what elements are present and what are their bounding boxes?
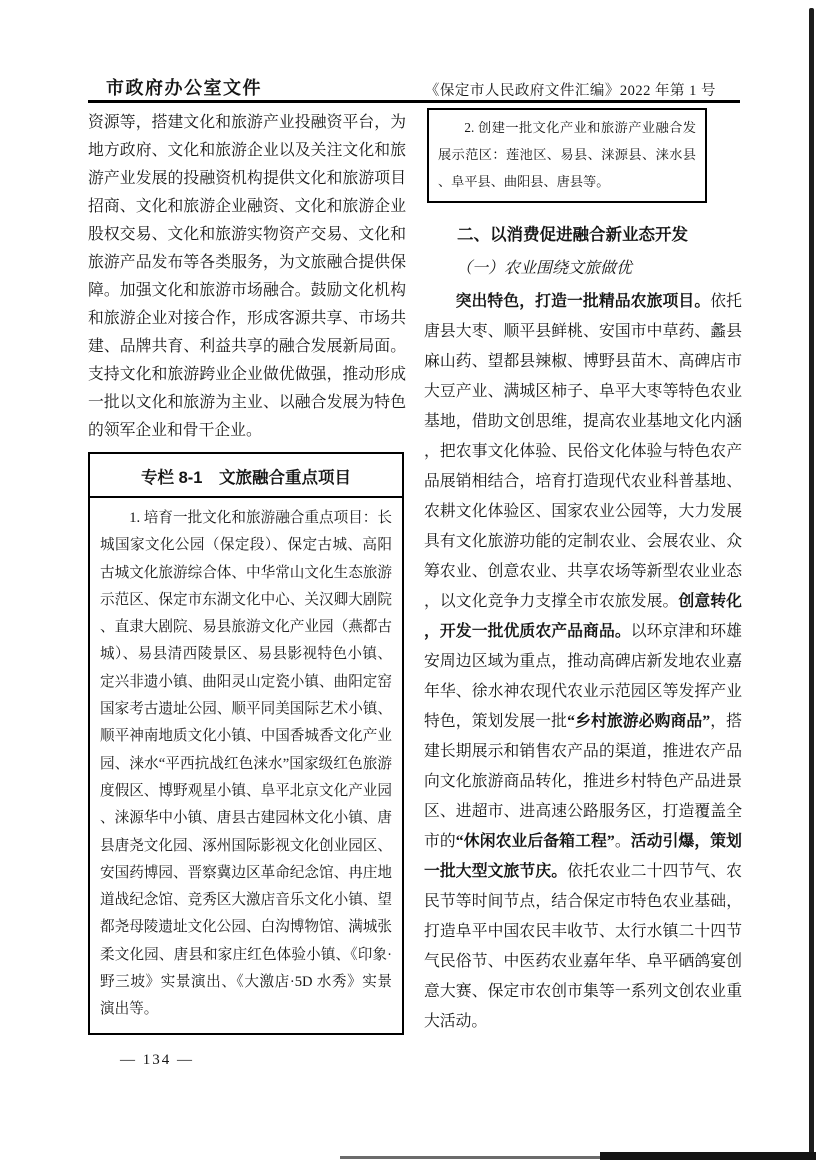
- demo-zone-box: 2. 创建一批文化产业和旅游产业融合发展示范区：莲池区、易县、涞源县、涞水县、阜平县、曲阳县、唐县等。: [427, 108, 707, 203]
- scan-right-edge: [809, 8, 814, 1158]
- section-heading: 二、以消费促进融合新业态开发: [457, 226, 688, 244]
- header-right-title: 《保定市人民政府文件汇编》2022 年第 1 号: [424, 83, 716, 99]
- header-left-title: 市政府办公室文件: [106, 78, 262, 98]
- left-column-paragraph: 资源等，搭建文化和旅游产业投融资平台，为地方政府、文化和旅游企业以及关注文化和旅游产业发展的投融资机构提供文化和旅游项目招商、文化和旅游企业融资、文化和旅游企业股权交易、文化和旅游实物资产交易、文化和旅游产品发布等各类服务，为文旅融合提供保障。加强文化和旅游市场融合。鼓励文化机构和旅游企业对接合作，形成客源共享、市场共建、品牌共育、利益共享的融合发展新局面。支持文化和旅游跨业企业做优做强，推动形成一批以文化和旅游为主业、以融合发展为特色的领军企业和骨干企业。: [88, 114, 406, 439]
- page-number: — 134 —: [120, 1052, 194, 1068]
- agriculture-paragraph: 突出特色，打造一批精品农旅项目。依托唐县大枣、顺平县鲜桃、安国市中草药、蠡县麻山药、望都县辣椒、博野县苗木、高碑店市大豆产业、满城区柿子、阜平大枣等特色农业基地，借助文创思维，提高农业基地文化内涵，把农事文化体验、民俗文化体验与特色农产品展销相结合，培育打造现代农业科普基地、农耕文化体验区、国家农业公园等，大力发展具有文化旅游功能的定制农业、会展农业、众筹农业、创意农业、共享农场等新型农业业态，以文化竞争力支撑全市农旅发展。创意转化，开发一批优质农产品商品。以环京津和环雄安周边区域为重点，推动高碑店新发地农业嘉年华、徐水神农现代农业示范园区等发挥产业特色，策划发展一批“乡村旅游必购商品”，搭建长期展示和销售农产品的渠道，推进农产品向文化旅游商品转化，推进乡村特色产品进景区、进超市、进高速公路服务区，打造覆盖全市的“休闲农业后备箱工程”。活动引爆，策划一批大型文旅节庆。依托农业二十四节气、农民节等时间节点，结合保定市特色农业基础，打造阜平中国农民丰收节、太行水镇二十四节气民俗节、中医药农业嘉年华、阜平硒鸽宴创意大赛、保定市农创市集等一系列文创农业重大活动。: [424, 293, 742, 1030]
- feature-box-body: 1. 培育一批文化和旅游融合重点项目：长城国家文化公园（保定段）、保定古城、高阳古城文化旅游综合体、中华常山文化生态旅游示范区、保定市东湖文化中心、关汉卿大剧院、直隶大剧院、易县旅游文化产业园（燕都古城）、易县清西陵景区、易县影视特色小镇、定兴非遗小镇、曲阳灵山定瓷小镇、曲阳定窑国家考古遗址公园、顺平同美国际艺术小镇、顺平神南地质文化小镇、中国香城香文化产业园、涞水“平西抗战红色涞水”国家级红色旅游度假区、博野观星小镇、阜平北京文化产业园、涞源华中小镇、唐县古建园林文化小镇、唐县唐尧文化园、涿州国际影视文化创业园区、安国药博园、晋察冀边区革命纪念馆、冉庄地道战纪念馆、竞秀区大激店音乐文化小镇、望都尧母陵遗址文化公园、白沟博物馆、满城张柔文化园、唐县和家庄红色体验小镇、《印象·野三坡》实景演出、《大激店·5D 水秀》实景演出等。: [100, 510, 392, 1018]
- right-column: [424, 108, 742, 1037]
- subsection-heading: （一）农业围绕文旅做优: [456, 260, 633, 277]
- feature-box-title: 专栏 8-1 文旅融合重点项目: [90, 454, 402, 498]
- scan-bottom-edge-dark: [600, 1152, 816, 1160]
- feature-box-8-1: [88, 452, 404, 1035]
- header-rule: [88, 100, 740, 103]
